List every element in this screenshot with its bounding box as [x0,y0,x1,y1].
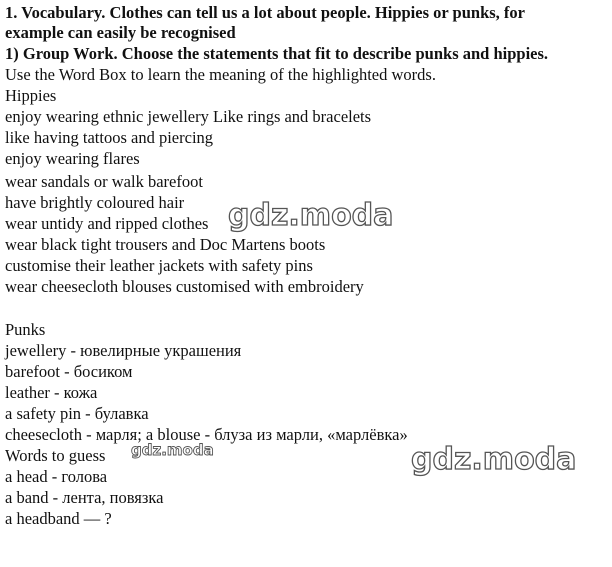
list-item: have brightly coloured hair [5,193,185,212]
list-item: barefoot - босиком [5,362,133,381]
watermark: gdz.moda [228,198,394,233]
list-item: like having tattoos and piercing [5,128,214,147]
exercise-heading-line-2: example can easily be recognised [5,23,236,42]
list-item: wear untidy and ripped clothes [5,214,209,233]
exercise-heading-line-1: 1. Vocabulary. Clothes can tell us a lot about people. Hippies or punks, for [5,3,525,22]
list-item: cheesecloth - марля; a blouse - блуза из марли, «марлёвка» [5,425,408,444]
list-item: wear black tight trousers and Doc Martens boots [5,235,326,254]
list-item: enjoy wearing ethnic jewellery Like rings and bracelets [5,107,372,126]
watermark: gdz.moda [411,442,577,477]
task-instruction: Use the Word Box to learn the meaning of the highlighted words. [5,65,436,84]
list-item: wear sandals or walk barefoot [5,172,203,191]
task-title: 1) Group Work. Choose the statements that fit to describe punks and hippies. [5,44,549,63]
watermark: gdz.moda [131,441,214,459]
list-item: a headband — ? [5,509,112,528]
words-to-guess-label: Words to guess [5,446,106,465]
list-item: jewellery - ювелирные украшения [5,341,242,360]
list-item: a band - лента, повязка [5,488,164,507]
list-item: a safety pin - булавка [5,404,149,423]
list-item: wear cheesecloth blouses customised with embroidery [5,277,364,296]
list-item: customise their leather jackets with safety pins [5,256,313,275]
list-item: a head - голова [5,467,108,486]
list-item: leather - кожа [5,383,98,402]
punks-label: Punks [5,320,46,339]
list-item: enjoy wearing flares [5,149,140,168]
hippies-label: Hippies [5,86,57,105]
